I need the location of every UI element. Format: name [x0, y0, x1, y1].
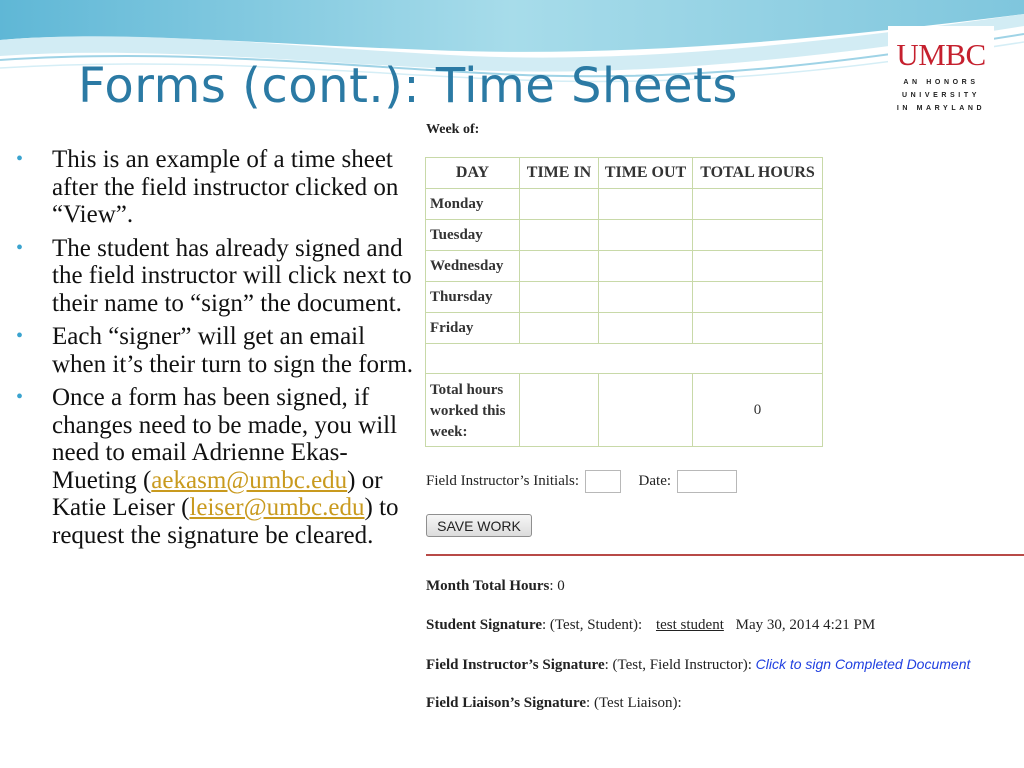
table-row: [426, 282, 823, 313]
student-signature-value: test student: [655, 617, 724, 633]
bullet-text: Once a form has been signed, if changes need to be made, you will need to email Adrienne Ekas-Mueting (: [52, 384, 398, 494]
logo-line-2: UNIVERSITY: [901, 92, 980, 99]
day-cell: Monday: [426, 189, 520, 220]
date-input[interactable]: [677, 470, 737, 493]
timesheet-screenshot: [416, 114, 1024, 714]
column-header-total-hours: TOTAL HOURS: [693, 158, 823, 189]
table-spacer-row: [426, 344, 823, 374]
time-in-cell: [520, 220, 599, 251]
field-liaison-signature-name: : (Test Liaison):: [586, 695, 682, 711]
total-hours-cell: [693, 220, 823, 251]
time-in-cell: [520, 374, 599, 447]
month-total-label: Month Total Hours: [426, 578, 550, 594]
field-instructor-signature-name: : (Test, Field Instructor):: [604, 657, 752, 673]
time-out-cell: [599, 313, 693, 344]
logo-mark: UMBC: [896, 37, 986, 72]
click-to-sign-link[interactable]: Click to sign Completed Document: [755, 656, 971, 672]
student-signature-row: [426, 617, 875, 634]
time-out-cell: [599, 251, 693, 282]
time-out-cell: [599, 374, 693, 447]
spacer-cell: [426, 344, 823, 374]
time-in-cell: [520, 313, 599, 344]
bullet-text: This is an example of a time sheet after the field instructor clicked on “View”.: [52, 146, 399, 228]
logo-line-1: AN HONORS: [903, 79, 979, 86]
bullet-text: The student has already signed and the field instructor will click next to their name to “sign” the document.: [52, 234, 412, 317]
total-hours-cell: [693, 189, 823, 220]
bullet-item: [16, 235, 414, 318]
column-header-time-in: TIME IN: [520, 158, 599, 189]
time-out-cell: [599, 220, 693, 251]
column-header-time-out: TIME OUT: [599, 158, 693, 189]
bullet-dot-icon: •: [16, 325, 24, 347]
slide-title: Forms (cont.): Time Sheets: [78, 58, 738, 114]
initials-input[interactable]: [585, 470, 621, 493]
field-liaison-signature-label: Field Liaison’s Signature: [426, 695, 587, 711]
date-label: Date:: [638, 472, 672, 489]
table-total-row: [426, 374, 823, 447]
table-row: [426, 220, 823, 251]
bullet-list: [16, 146, 414, 555]
student-signature-label: Student Signature: [426, 617, 543, 633]
time-out-cell: [599, 282, 693, 313]
umbc-logo: [888, 26, 994, 122]
bullet-dot-icon: •: [16, 236, 24, 259]
table-row: [426, 251, 823, 282]
month-total-value: : 0: [549, 578, 565, 594]
email-link-leiser[interactable]: leiser@umbc.edu: [189, 494, 365, 521]
total-hours-value: 0: [693, 374, 823, 447]
bullet-item: [16, 323, 414, 378]
table-header-row: [426, 158, 823, 189]
day-cell: Wednesday: [426, 251, 520, 282]
day-cell: Thursday: [426, 282, 520, 313]
total-hours-label: Total hours worked this week:: [426, 374, 520, 447]
column-header-day: DAY: [426, 158, 520, 189]
bullet-item: [16, 384, 414, 549]
bullet-dot-icon: •: [16, 148, 24, 170]
divider: [426, 554, 1024, 556]
bullet-text: ) to request the signature be cleared.: [52, 494, 399, 549]
month-total-row: [426, 578, 565, 595]
time-in-cell: [520, 282, 599, 313]
bullet-item: [16, 146, 414, 229]
total-hours-cell: [693, 251, 823, 282]
day-cell: Friday: [426, 313, 520, 344]
bullet-text: ) or Katie Leiser (: [52, 466, 383, 521]
save-work-button[interactable]: SAVE WORK: [426, 514, 532, 537]
table-row: [426, 189, 823, 220]
week-of-label: Week of:: [426, 122, 480, 137]
field-instructor-signature-label: Field Instructor’s Signature: [426, 657, 605, 673]
bullet-text: Each “signer” will get an email when it’s their turn to sign the form.: [52, 323, 414, 378]
time-out-cell: [599, 189, 693, 220]
initials-row: [426, 470, 737, 493]
day-cell: Tuesday: [426, 220, 520, 251]
student-signature-name: : (Test, Student):: [542, 617, 643, 633]
student-signature-date: May 30, 2014 4:21 PM: [735, 617, 876, 633]
table-row: [426, 313, 823, 344]
bullet-dot-icon: •: [16, 386, 24, 408]
total-hours-cell: [693, 313, 823, 344]
total-hours-cell: [693, 282, 823, 313]
time-in-cell: [520, 251, 599, 282]
initials-label: Field Instructor’s Initials:: [426, 472, 580, 489]
field-liaison-signature-row: [426, 695, 682, 712]
time-in-cell: [520, 189, 599, 220]
field-instructor-signature-row: [426, 656, 970, 674]
logo-line-3: IN MARYLAND: [896, 105, 986, 112]
email-link-aekasm[interactable]: aekasm@umbc.edu: [151, 466, 348, 494]
timesheet-table: [425, 157, 823, 447]
